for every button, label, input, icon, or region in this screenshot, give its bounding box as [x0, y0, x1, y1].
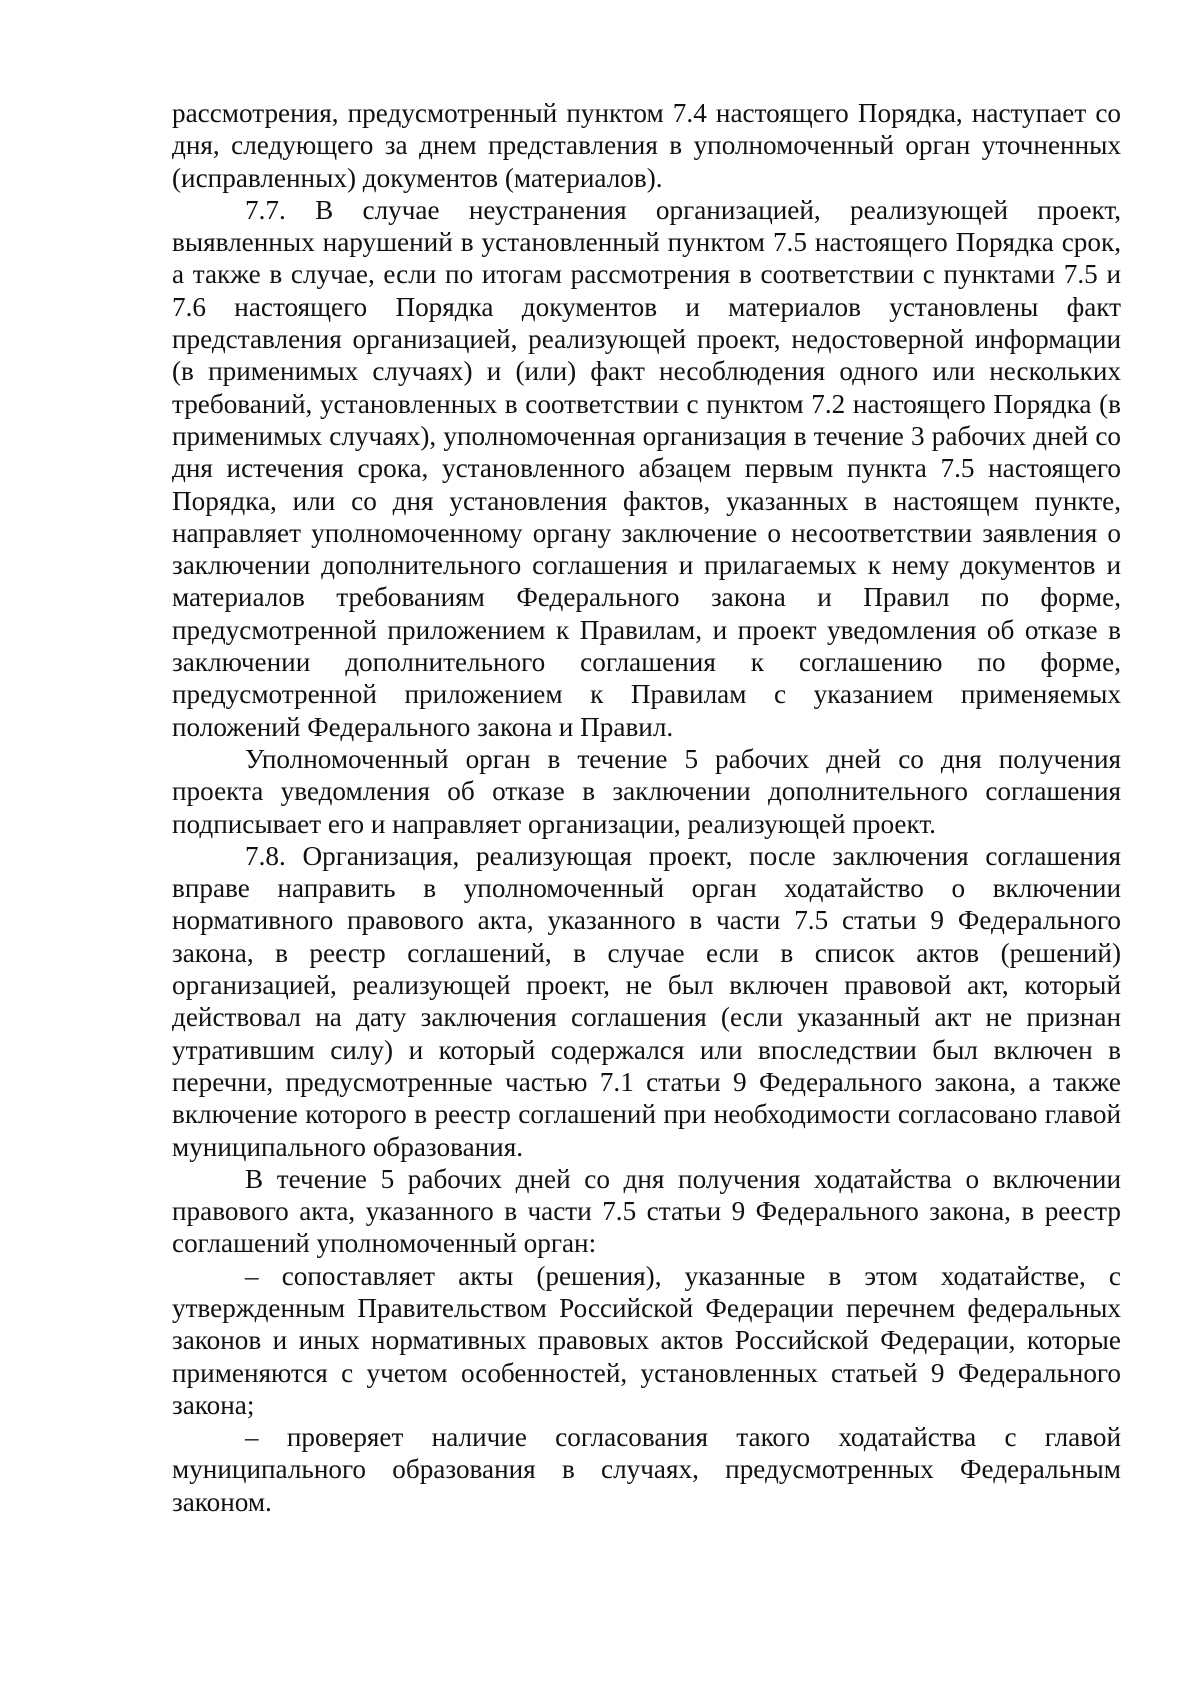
list-item-check-approval: – проверяет наличие согласования такого ходатайства с главой муниципального образования в случаях, предусмотренных Федеральным законом.: [172, 1422, 1121, 1517]
document-body: [172, 97, 1121, 1518]
list-item-compare-acts: – сопоставляет акты (решения), указанные в этом ходатайстве, с утвержденным Правительством Российской Федерации перечнем федеральных законов и иных нормативных правовых актов Российской Федерации, которые применяются с учетом особенностей, установленных статьей 9 Федерального закона;: [172, 1260, 1121, 1420]
paragraph-continuation: рассмотрения, предусмотренный пунктом 7.4 настоящего Порядка, наступает со дня, следующего за днем представления в уполномоченный орган уточненных (исправленных) документов (материалов).: [172, 98, 1121, 193]
paragraph-7-7: 7.7. В случае неустранения организацией, реализующей проект, выявленных нарушений в установленный пунктом 7.5 настоящего Порядка срок, а также в случае, если по итогам рассмотрения в соответствии с пунктами 7.5 и 7.6 настоящего Порядка документов и материалов установлены факт представления организацией, реализующей проект, недостоверной информации (в применимых случаях) и (или) факт несоблюдения одного или нескольких требований, установленных в соответствии с пунктом 7.2 настоящего Порядка (в применимых случаях), уполномоченная организация в течение 3 рабочих дней со дня истечения срока, установленного абзацем первым пункта 7.5 настоящего Порядка, или со дня установления фактов, указанных в настоящем пункте, направляет уполномоченному органу заключение о несоответствии заявления о заключении дополнительного соглашения и прилагаемых к нему документов и материалов требованиям Федерального закона и Правил по форме, предусмотренной приложением к Правилам, и проект уведомления об отказе в заключении дополнительного соглашения к соглашению по форме, предусмотренной приложением к Правилам с указанием применяемых положений Федерального закона и Правил.: [172, 194, 1121, 742]
paragraph-7-8: 7.8. Организация, реализующая проект, после заключения соглашения вправе направить в уполномоченный орган ходатайство о включении нормативного правового акта, указанного в части 7.5 статьи 9 Федерального закона, в реестр соглашений, в случае если в список актов (решений) организацией, реализующей проект, не был включен правовой акт, который действовал на дату заключения соглашения (если указанный акт не признан утратившим силу) и который содержался или впоследствии был включен в перечни, предусмотренные частью 7.1 статьи 9 Федерального закона, а также включение которого в реестр соглашений при необходимости согласовано главой муниципального образования.: [172, 840, 1121, 1162]
paragraph-petition-review: В течение 5 рабочих дней со дня получения ходатайства о включении правового акта, указанного в части 7.5 статьи 9 Федерального закона, в реестр соглашений уполномоченный орган:: [172, 1163, 1121, 1259]
paragraph-authorized-body: Уполномоченный орган в течение 5 рабочих дней со дня получения проекта уведомления об отказе в заключении дополнительного соглашения подписывает его и направляет организации, реализующей проект.: [172, 743, 1121, 839]
